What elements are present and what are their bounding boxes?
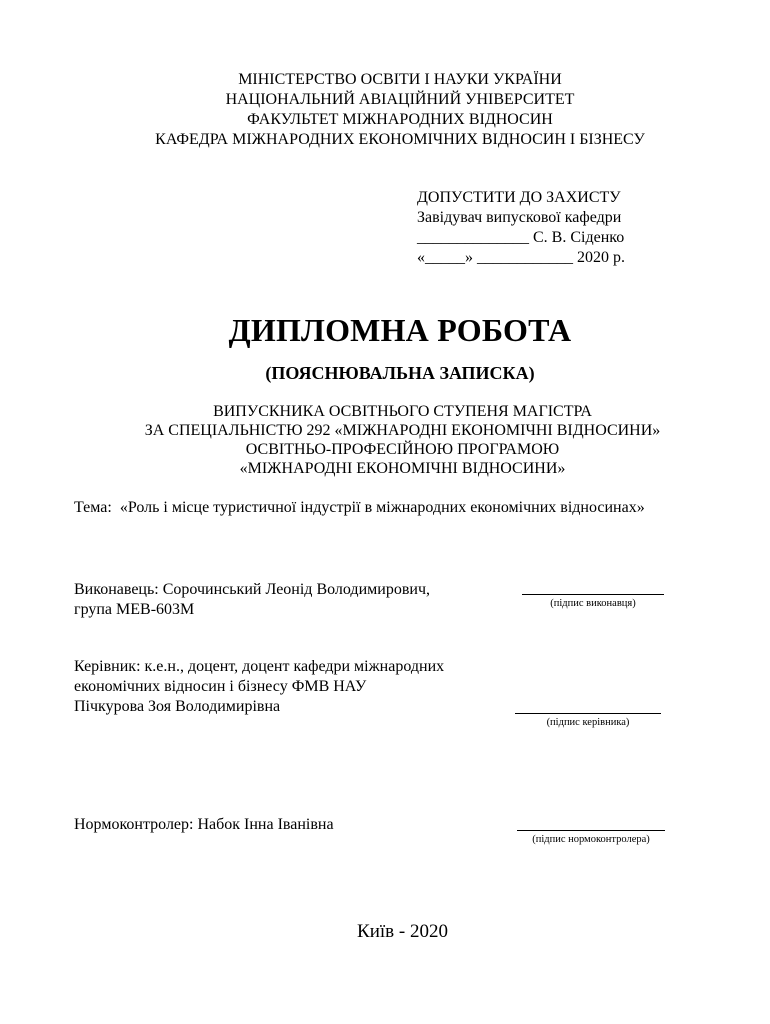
ministry-line: МІНІСТЕРСТВО ОСВІТИ І НАУКИ УКРАЇНИ bbox=[238, 71, 562, 88]
program-name-line: «МІЖНАРОДНІ ЕКОНОМІЧНІ ВІДНОСИНИ» bbox=[239, 460, 566, 477]
document-title: ДИПЛОМНА РОБОТА bbox=[228, 312, 572, 348]
department-line: КАФЕДРА МІЖНАРОДНИХ ЕКОНОМІЧНИХ ВІДНОСИН І БІЗНЕСУ bbox=[155, 131, 645, 148]
university-line: НАЦІОНАЛЬНИЙ АВІАЦІЙНИЙ УНІВЕРСИТЕТ bbox=[225, 91, 575, 108]
degree-line: ВИПУСКНИКА ОСВІТНЬОГО СТУПЕНЯ МАГІСТРА bbox=[213, 403, 592, 420]
executor-block bbox=[74, 580, 430, 620]
executor-name: Виконавець: Сорочинський Леонід Володимирович, bbox=[74, 581, 430, 598]
program-block bbox=[0, 402, 770, 478]
program-type-line: ОСВІТНЬО-ПРОФЕСІЙНОЮ ПРОГРАМОЮ bbox=[245, 441, 560, 458]
signature-line bbox=[522, 594, 664, 595]
institution-header bbox=[0, 70, 770, 150]
normcontroller-name: Нормоконтролер: Набок Інна Іванівна bbox=[74, 816, 334, 833]
supervisor-name: Пічкурова Зоя Володимирівна bbox=[74, 698, 281, 715]
approval-position: Завідувач випускової кафедри bbox=[417, 209, 622, 226]
executor-signature bbox=[522, 584, 664, 610]
signature-line bbox=[515, 713, 661, 714]
approval-signature-line: ______________ С. В. Сіденко bbox=[417, 229, 625, 246]
executor-group: група МЕВ-603М bbox=[74, 601, 195, 618]
specialty-line: ЗА СПЕЦІАЛЬНІСТЮ 292 «МІЖНАРОДНІ ЕКОНОМІЧНІ ВІДНОСИНИ» bbox=[144, 422, 661, 439]
supervisor-department: економічних відносин і бізнесу ФМВ НАУ bbox=[74, 678, 367, 695]
supervisor-title: Керівник: к.е.н., доцент, доцент кафедри міжнародних bbox=[74, 658, 445, 675]
approval-heading: ДОПУСТИТИ ДО ЗАХИСТУ bbox=[417, 189, 621, 206]
executor-signature-caption: (підпис виконавця) bbox=[550, 598, 636, 609]
normcontroller-block bbox=[74, 815, 334, 835]
topic-text: «Роль і місце туристичної індустрії в міжнародних економічних відносинах» bbox=[119, 499, 645, 516]
supervisor-signature bbox=[515, 703, 661, 729]
supervisor-signature-caption: (підпис керівника) bbox=[546, 717, 630, 728]
normcontroller-signature bbox=[517, 820, 665, 846]
signature-line bbox=[517, 830, 665, 831]
approval-date-line: «_____» ____________ 2020 р. bbox=[417, 249, 625, 266]
faculty-line: ФАКУЛЬТЕТ МІЖНАРОДНИХ ВІДНОСИН bbox=[247, 111, 553, 128]
topic-line bbox=[74, 498, 645, 518]
normcontroller-signature-caption: (підпис нормоконтролера) bbox=[532, 834, 650, 845]
document-subtitle: (ПОЯСНЮВАЛЬНА ЗАПИСКА) bbox=[265, 363, 535, 383]
supervisor-block bbox=[74, 657, 444, 717]
topic-label: Тема: bbox=[74, 499, 112, 516]
approval-block bbox=[417, 188, 625, 268]
city-year: Київ - 2020 bbox=[357, 921, 448, 942]
